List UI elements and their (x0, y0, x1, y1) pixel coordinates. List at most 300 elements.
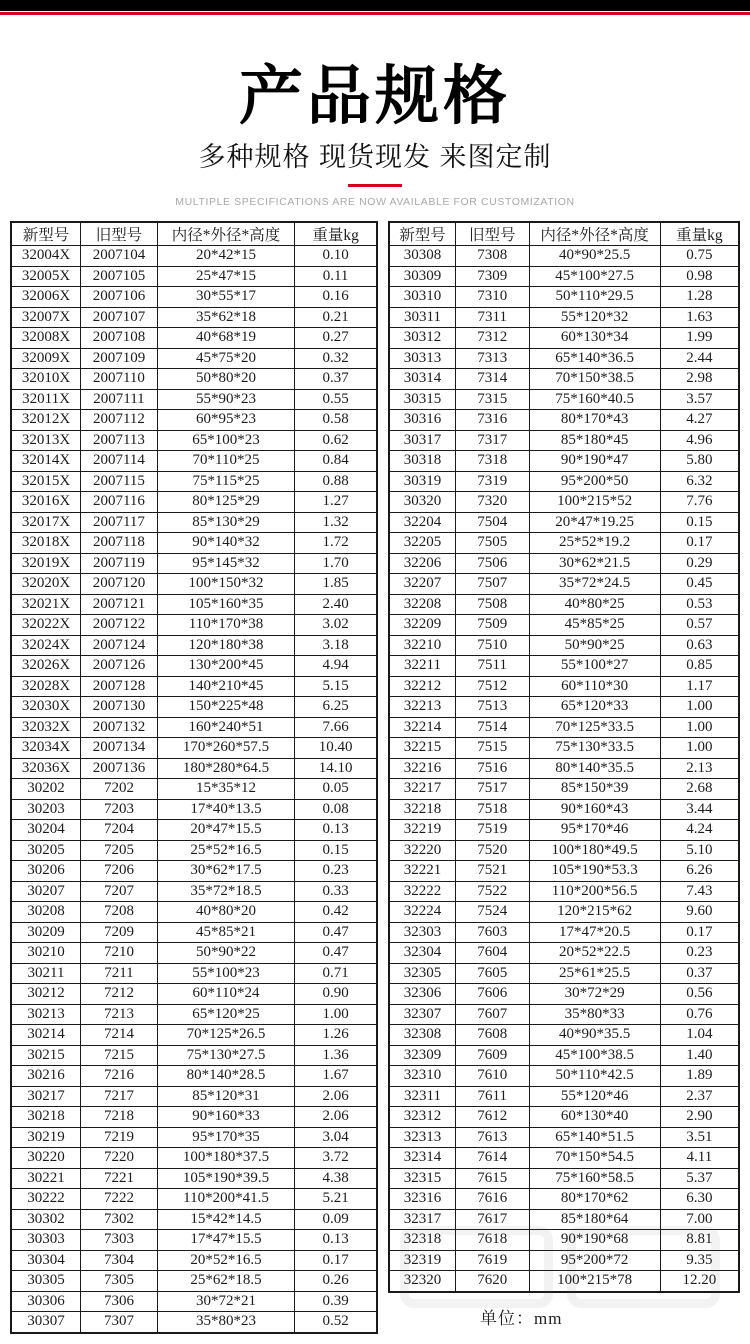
old-model-cell: 7511 (456, 656, 530, 677)
new-model-cell: 32022X (11, 615, 81, 636)
table-row (11, 369, 377, 390)
table-row (11, 1209, 377, 1230)
dimensions-cell: 50*80*20 (157, 369, 294, 390)
new-model-cell: 32314 (389, 1148, 456, 1169)
right-column (388, 221, 740, 1329)
dimensions-cell: 75*130*33.5 (529, 738, 660, 759)
new-model-cell: 32304 (389, 943, 456, 964)
old-model-cell: 7608 (456, 1025, 530, 1046)
dimensions-cell: 70*125*26.5 (157, 1025, 294, 1046)
dimensions-cell: 60*110*24 (157, 984, 294, 1005)
old-model-cell: 7317 (456, 430, 530, 451)
spec-table-right (388, 221, 740, 1293)
dimensions-cell: 95*200*50 (529, 471, 660, 492)
new-model-cell: 32222 (389, 881, 456, 902)
dimensions-cell: 20*42*15 (157, 246, 294, 267)
table-row (11, 881, 377, 902)
old-model-cell: 7218 (81, 1107, 158, 1128)
dimensions-cell: 90*160*43 (529, 799, 660, 820)
new-model-cell: 30313 (389, 348, 456, 369)
old-model-cell: 7617 (456, 1209, 530, 1230)
new-model-cell: 32305 (389, 963, 456, 984)
weight-cell: 1.85 (295, 574, 377, 595)
old-model-cell: 7318 (456, 451, 530, 472)
dimensions-cell: 70*125*33.5 (529, 717, 660, 738)
weight-cell: 0.55 (295, 389, 377, 410)
dimensions-cell: 100*215*78 (529, 1271, 660, 1292)
dimensions-cell: 130*200*45 (157, 656, 294, 677)
table-row (11, 430, 377, 451)
new-model-cell: 30212 (11, 984, 81, 1005)
table-row (11, 1127, 377, 1148)
table-row (11, 738, 377, 759)
old-model-cell: 7217 (81, 1086, 158, 1107)
new-model-cell: 32313 (389, 1127, 456, 1148)
old-model-cell: 2007130 (81, 697, 158, 718)
table-row (389, 840, 739, 861)
table-row (389, 553, 739, 574)
weight-cell: 0.05 (295, 779, 377, 800)
new-model-cell: 32307 (389, 1004, 456, 1025)
new-model-cell: 32310 (389, 1066, 456, 1087)
new-model-cell: 32306 (389, 984, 456, 1005)
weight-cell: 0.11 (295, 266, 377, 287)
old-model-cell: 7304 (81, 1250, 158, 1271)
old-model-cell: 7303 (81, 1230, 158, 1251)
table-row (11, 594, 377, 615)
dimensions-cell: 60*130*34 (529, 328, 660, 349)
weight-cell: 0.47 (295, 922, 377, 943)
table-row (389, 594, 739, 615)
dimensions-cell: 75*160*40.5 (529, 389, 660, 410)
table-row (11, 328, 377, 349)
weight-cell: 0.45 (660, 574, 739, 595)
old-model-cell: 7307 (81, 1312, 158, 1333)
new-model-cell: 30304 (11, 1250, 81, 1271)
new-model-cell: 30207 (11, 881, 81, 902)
dimensions-cell: 30*55*17 (157, 287, 294, 308)
table-row (11, 676, 377, 697)
new-model-cell: 30314 (389, 369, 456, 390)
dimensions-cell: 50*90*25 (529, 635, 660, 656)
weight-cell: 6.32 (660, 471, 739, 492)
table-row (389, 1045, 739, 1066)
dimensions-cell: 80*140*35.5 (529, 758, 660, 779)
old-model-cell: 2007124 (81, 635, 158, 656)
new-model-cell: 30210 (11, 943, 81, 964)
new-model-cell: 30315 (389, 389, 456, 410)
weight-cell: 2.40 (295, 594, 377, 615)
table-row (389, 1189, 739, 1210)
new-model-cell: 32008X (11, 328, 81, 349)
weight-cell: 5.10 (660, 840, 739, 861)
new-model-cell: 30206 (11, 861, 81, 882)
dimensions-cell: 90*190*68 (529, 1230, 660, 1251)
weight-cell: 1.17 (660, 676, 739, 697)
dimensions-cell: 150*225*48 (157, 697, 294, 718)
table-row (11, 1107, 377, 1128)
dimensions-cell: 40*80*20 (157, 902, 294, 923)
table-row (11, 389, 377, 410)
old-model-cell: 7513 (456, 697, 530, 718)
table-row (11, 1004, 377, 1025)
weight-cell: 3.44 (660, 799, 739, 820)
old-model-cell: 7612 (456, 1107, 530, 1128)
table-row (389, 799, 739, 820)
dimensions-cell: 70*150*38.5 (529, 369, 660, 390)
dimensions-cell: 25*61*25.5 (529, 963, 660, 984)
weight-cell: 0.37 (660, 963, 739, 984)
dimensions-cell: 55*90*23 (157, 389, 294, 410)
old-model-cell: 7213 (81, 1004, 158, 1025)
dimensions-cell: 85*150*39 (529, 779, 660, 800)
table-row (389, 533, 739, 554)
table-row (389, 963, 739, 984)
weight-cell: 0.58 (295, 410, 377, 431)
dimensions-cell: 45*100*38.5 (529, 1045, 660, 1066)
new-model-cell: 32214 (389, 717, 456, 738)
old-model-cell: 7509 (456, 615, 530, 636)
new-model-cell: 32020X (11, 574, 81, 595)
new-model-cell: 30310 (389, 287, 456, 308)
table-row (11, 1066, 377, 1087)
old-model-cell: 2007122 (81, 615, 158, 636)
new-model-cell: 32319 (389, 1250, 456, 1271)
dimensions-cell: 100*180*49.5 (529, 840, 660, 861)
table-row (389, 635, 739, 656)
table-row (11, 574, 377, 595)
table-row (11, 779, 377, 800)
weight-cell: 0.42 (295, 902, 377, 923)
new-model-cell: 32219 (389, 820, 456, 841)
column-header-weight: 重量kg (660, 222, 739, 246)
table-row (389, 984, 739, 1005)
table-row (389, 943, 739, 964)
dimensions-cell: 95*170*46 (529, 820, 660, 841)
weight-cell: 14.10 (295, 758, 377, 779)
old-model-cell: 7311 (456, 307, 530, 328)
new-model-cell: 32010X (11, 369, 81, 390)
old-model-cell: 7209 (81, 922, 158, 943)
old-model-cell: 7516 (456, 758, 530, 779)
table-row (11, 615, 377, 636)
old-model-cell: 7515 (456, 738, 530, 759)
new-model-cell: 30305 (11, 1271, 81, 1292)
new-model-cell: 32007X (11, 307, 81, 328)
weight-cell: 0.47 (295, 943, 377, 964)
weight-cell: 2.06 (295, 1086, 377, 1107)
table-row (11, 1189, 377, 1210)
new-model-cell: 32317 (389, 1209, 456, 1230)
dimensions-cell: 55*120*32 (529, 307, 660, 328)
old-model-cell: 7510 (456, 635, 530, 656)
table-row (11, 840, 377, 861)
old-model-cell: 7606 (456, 984, 530, 1005)
old-model-cell: 7210 (81, 943, 158, 964)
page-subtitle: 多种规格 现货现发 来图定制 (198, 142, 552, 172)
old-model-cell: 7220 (81, 1148, 158, 1169)
table-row (389, 451, 739, 472)
weight-cell: 1.00 (295, 1004, 377, 1025)
new-model-cell: 32220 (389, 840, 456, 861)
table-row (11, 512, 377, 533)
old-model-cell: 2007117 (81, 512, 158, 533)
old-model-cell: 2007126 (81, 656, 158, 677)
old-model-cell: 2007121 (81, 594, 158, 615)
new-model-cell: 32308 (389, 1025, 456, 1046)
old-model-cell: 2007108 (81, 328, 158, 349)
table-row (11, 1168, 377, 1189)
table-row (389, 717, 739, 738)
old-model-cell: 7507 (456, 574, 530, 595)
table-row (389, 1004, 739, 1025)
weight-cell: 0.17 (295, 1250, 377, 1271)
table-row (11, 1312, 377, 1333)
old-model-cell: 7609 (456, 1045, 530, 1066)
old-model-cell: 2007104 (81, 246, 158, 267)
table-row (389, 246, 739, 267)
new-model-cell: 30218 (11, 1107, 81, 1128)
dimensions-cell: 50*110*29.5 (529, 287, 660, 308)
new-model-cell: 30319 (389, 471, 456, 492)
dimensions-cell: 45*85*21 (157, 922, 294, 943)
new-model-cell: 32205 (389, 533, 456, 554)
new-model-cell: 30318 (389, 451, 456, 472)
table-row (11, 471, 377, 492)
dimensions-cell: 30*62*21.5 (529, 553, 660, 574)
old-model-cell: 7512 (456, 676, 530, 697)
weight-cell: 6.26 (660, 861, 739, 882)
old-model-cell: 7312 (456, 328, 530, 349)
table-row (11, 1045, 377, 1066)
new-model-cell: 32312 (389, 1107, 456, 1128)
table-row (11, 553, 377, 574)
table-row (11, 758, 377, 779)
table-row (389, 1066, 739, 1087)
new-model-cell: 30213 (11, 1004, 81, 1025)
table-row (389, 1025, 739, 1046)
table-row (11, 656, 377, 677)
table-row (389, 287, 739, 308)
weight-cell: 6.30 (660, 1189, 739, 1210)
weight-cell: 1.00 (660, 697, 739, 718)
weight-cell: 2.68 (660, 779, 739, 800)
old-model-cell: 7208 (81, 902, 158, 923)
table-row (11, 246, 377, 267)
dimensions-cell: 80*170*43 (529, 410, 660, 431)
dimensions-cell: 25*62*18.5 (157, 1271, 294, 1292)
table-row (389, 922, 739, 943)
old-model-cell: 7616 (456, 1189, 530, 1210)
table-row (11, 1230, 377, 1251)
table-row (11, 287, 377, 308)
old-model-cell: 7309 (456, 266, 530, 287)
weight-cell: 1.72 (295, 533, 377, 554)
column-header-new-model: 新型号 (11, 222, 81, 246)
dimensions-cell: 15*35*12 (157, 779, 294, 800)
dimensions-cell: 100*215*52 (529, 492, 660, 513)
old-model-cell: 7216 (81, 1066, 158, 1087)
dimensions-cell: 20*52*22.5 (529, 943, 660, 964)
old-model-cell: 7505 (456, 533, 530, 554)
new-model-cell: 30302 (11, 1209, 81, 1230)
table-row (389, 820, 739, 841)
old-model-cell: 7504 (456, 512, 530, 533)
old-model-cell: 7222 (81, 1189, 158, 1210)
weight-cell: 9.35 (660, 1250, 739, 1271)
dimensions-cell: 105*160*35 (157, 594, 294, 615)
table-row (389, 1107, 739, 1128)
old-model-cell: 7212 (81, 984, 158, 1005)
table-row (11, 902, 377, 923)
new-model-cell: 32215 (389, 738, 456, 759)
table-row (389, 1250, 739, 1271)
dimensions-cell: 75*160*58.5 (529, 1168, 660, 1189)
weight-cell: 5.21 (295, 1189, 377, 1210)
weight-cell: 3.04 (295, 1127, 377, 1148)
new-model-cell: 32211 (389, 656, 456, 677)
new-model-cell: 32311 (389, 1086, 456, 1107)
unit-note: 单位：mm (480, 1308, 563, 1328)
old-model-cell: 2007119 (81, 553, 158, 574)
new-model-cell: 30311 (389, 307, 456, 328)
table-row (11, 348, 377, 369)
table-row (11, 697, 377, 718)
weight-cell: 3.51 (660, 1127, 739, 1148)
old-model-cell: 2007120 (81, 574, 158, 595)
weight-cell: 1.27 (295, 492, 377, 513)
dimensions-cell: 120*215*62 (529, 902, 660, 923)
new-model-cell: 32009X (11, 348, 81, 369)
new-model-cell: 30222 (11, 1189, 81, 1210)
dimensions-cell: 65*100*23 (157, 430, 294, 451)
weight-cell: 10.40 (295, 738, 377, 759)
dimensions-cell: 55*120*46 (529, 1086, 660, 1107)
weight-cell: 7.00 (660, 1209, 739, 1230)
new-model-cell: 30219 (11, 1127, 81, 1148)
old-model-cell: 7604 (456, 943, 530, 964)
table-row (389, 328, 739, 349)
new-model-cell: 32021X (11, 594, 81, 615)
new-model-cell: 32212 (389, 676, 456, 697)
table-row (11, 410, 377, 431)
weight-cell: 1.04 (660, 1025, 739, 1046)
dimensions-cell: 110*200*56.5 (529, 881, 660, 902)
table-row (389, 410, 739, 431)
table-row (389, 574, 739, 595)
title-underline (348, 184, 402, 187)
old-model-cell: 7619 (456, 1250, 530, 1271)
weight-cell: 0.90 (295, 984, 377, 1005)
dimensions-cell: 17*47*15.5 (157, 1230, 294, 1251)
dimensions-cell: 110*170*38 (157, 615, 294, 636)
new-model-cell: 32015X (11, 471, 81, 492)
old-model-cell: 7214 (81, 1025, 158, 1046)
table-row (389, 1209, 739, 1230)
dimensions-cell: 25*52*16.5 (157, 840, 294, 861)
column-header-old-model: 旧型号 (456, 222, 530, 246)
old-model-cell: 7519 (456, 820, 530, 841)
table-row (389, 881, 739, 902)
weight-cell: 1.26 (295, 1025, 377, 1046)
weight-cell: 1.99 (660, 328, 739, 349)
weight-cell: 0.23 (295, 861, 377, 882)
table-row (389, 266, 739, 287)
old-model-cell: 7302 (81, 1209, 158, 1230)
dimensions-cell: 45*100*27.5 (529, 266, 660, 287)
weight-cell: 0.15 (660, 512, 739, 533)
new-model-cell: 32011X (11, 389, 81, 410)
weight-cell: 5.80 (660, 451, 739, 472)
weight-cell: 0.53 (660, 594, 739, 615)
old-model-cell: 7524 (456, 902, 530, 923)
old-model-cell: 2007107 (81, 307, 158, 328)
table-row (11, 1271, 377, 1292)
old-model-cell: 7310 (456, 287, 530, 308)
dimensions-cell: 60*130*40 (529, 1107, 660, 1128)
table-row (389, 348, 739, 369)
new-model-cell: 32032X (11, 717, 81, 738)
table-row (11, 861, 377, 882)
table-row (389, 656, 739, 677)
table-row (389, 389, 739, 410)
weight-cell: 2.44 (660, 348, 739, 369)
dimensions-cell: 60*110*30 (529, 676, 660, 697)
column-header-dimensions: 内径*外径*高度 (529, 222, 660, 246)
dimensions-cell: 65*120*25 (157, 1004, 294, 1025)
old-model-cell: 7610 (456, 1066, 530, 1087)
new-model-cell: 30216 (11, 1066, 81, 1087)
dimensions-cell: 105*190*39.5 (157, 1168, 294, 1189)
table-row (389, 697, 739, 718)
old-model-cell: 7506 (456, 553, 530, 574)
dimensions-cell: 80*170*62 (529, 1189, 660, 1210)
old-model-cell: 7518 (456, 799, 530, 820)
dimensions-cell: 90*190*47 (529, 451, 660, 472)
table-row (11, 266, 377, 287)
weight-cell: 4.11 (660, 1148, 739, 1169)
table-row (389, 1086, 739, 1107)
table-row (389, 861, 739, 882)
weight-cell: 0.85 (660, 656, 739, 677)
old-model-cell: 7320 (456, 492, 530, 513)
weight-cell: 2.13 (660, 758, 739, 779)
old-model-cell: 7308 (456, 246, 530, 267)
new-model-cell: 30303 (11, 1230, 81, 1251)
column-header-new-model: 新型号 (389, 222, 456, 246)
dimensions-cell: 85*180*64 (529, 1209, 660, 1230)
new-model-cell: 32217 (389, 779, 456, 800)
red-accent-line (0, 12, 750, 15)
dimensions-cell: 65*140*51.5 (529, 1127, 660, 1148)
old-model-cell: 2007106 (81, 287, 158, 308)
old-model-cell: 7614 (456, 1148, 530, 1169)
weight-cell: 0.08 (295, 799, 377, 820)
new-model-cell: 30202 (11, 779, 81, 800)
dimensions-cell: 40*80*25 (529, 594, 660, 615)
weight-cell: 7.43 (660, 881, 739, 902)
old-model-cell: 2007114 (81, 451, 158, 472)
weight-cell: 0.98 (660, 266, 739, 287)
old-model-cell: 7514 (456, 717, 530, 738)
weight-cell: 0.62 (295, 430, 377, 451)
new-model-cell: 32206 (389, 553, 456, 574)
table-row (11, 984, 377, 1005)
weight-cell: 2.90 (660, 1107, 739, 1128)
table-row (11, 1291, 377, 1312)
table-row (11, 307, 377, 328)
new-model-cell: 32315 (389, 1168, 456, 1189)
